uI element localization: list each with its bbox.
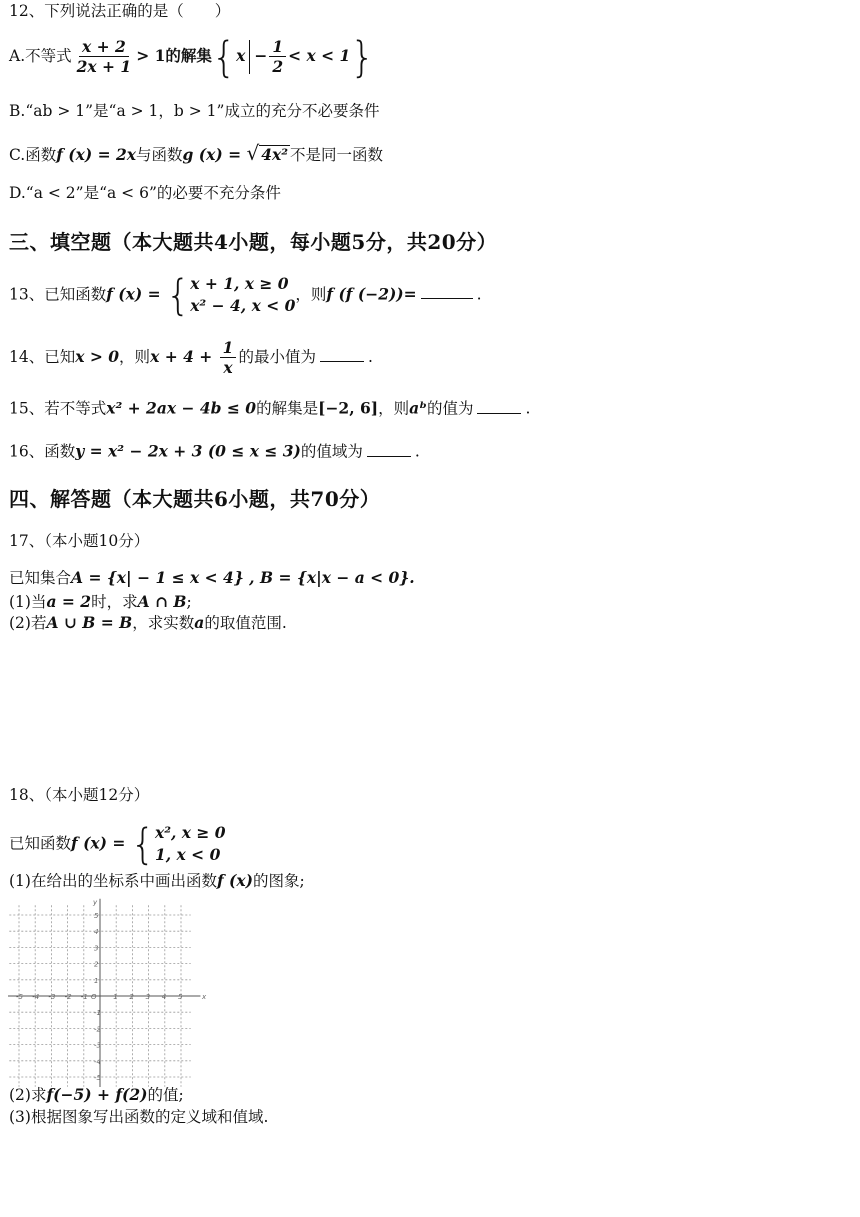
section-heading-solutions: 四、解答题（本大题共6小题，共70分） bbox=[9, 487, 381, 511]
q12-option-d: D.“a < 2”是“a < 6”的必要不充分条件 bbox=[9, 184, 281, 202]
q16: 16、函数y = x² − 2x + 3 (0 ≤ x ≤ 3)的值域为 . bbox=[9, 441, 420, 461]
answer-blank bbox=[367, 440, 411, 457]
q18-line1: 已知函数f (x) = { x², x ≥ 0 1, x < 0 bbox=[9, 820, 226, 869]
y-tick-label: -3 bbox=[94, 1041, 101, 1050]
q15: 15、若不等式x² + 2ax − 4b ≤ 0的解集是[−2, 6]，则aᵇ的值为 . bbox=[9, 398, 531, 418]
q12-option-b: B.“ab > 1”是“a > 1，b > 1”成立的充分不必要条件 bbox=[9, 102, 380, 120]
x-tick-label: -4 bbox=[32, 993, 40, 1001]
q13: 13、已知函数f (x) = { x + 1, x ≥ 0 x² − 4, x < 0 ，则f (f (−2))= . bbox=[9, 271, 482, 320]
section-heading-fill-blank: 三、填空题（本大题共4小题，每小题5分，共20分） bbox=[9, 230, 498, 254]
y-tick-label: -1 bbox=[94, 1009, 101, 1018]
x-tick-label: 3 bbox=[145, 993, 151, 1001]
q18-head: 18、（本小题12分） bbox=[9, 786, 150, 804]
q18-line3: (2)求f(−5) + f(2)的值; bbox=[9, 1085, 184, 1104]
x-tick-label: 5 bbox=[178, 993, 183, 1001]
q17-head: 17、（本小题10分） bbox=[9, 532, 150, 550]
coordinate-grid bbox=[8, 897, 208, 1087]
x-tick-label: -3 bbox=[48, 993, 56, 1001]
x-tick-label: -1 bbox=[80, 993, 88, 1001]
x-axis-label: x bbox=[202, 993, 207, 1001]
q12-stem: 12、下列说法正确的是（ ） bbox=[9, 2, 231, 20]
y-tick-label: -2 bbox=[94, 1025, 101, 1034]
fraction: $\frac{x + 2}{2x + 1}$ bbox=[76, 37, 132, 77]
y-axis-label: y bbox=[93, 898, 98, 907]
x-tick-label: 2 bbox=[129, 993, 134, 1001]
answer-blank bbox=[421, 283, 473, 300]
y-tick-label: -4 bbox=[94, 1057, 101, 1066]
q17-line3: (2)若A ∪ B = B，求实数a的取值范围. bbox=[9, 613, 287, 632]
y-tick-label: 1 bbox=[94, 976, 99, 985]
x-tick-label: 1 bbox=[113, 993, 118, 1001]
y-tick-label: 2 bbox=[94, 960, 99, 969]
x-tick-label: -2 bbox=[64, 993, 72, 1001]
answer-blank bbox=[477, 397, 521, 414]
y-tick-label: 3 bbox=[94, 944, 99, 953]
q12-option-a: A.不等式 $\frac{x + 2}{2x + 1}$ > 1的解集{x − $\frac{1}{2}$ < x < 1} bbox=[9, 32, 375, 82]
x-tick-label: 4 bbox=[161, 993, 167, 1001]
origin-label: O bbox=[91, 993, 97, 1001]
q18-line4: (3)根据图象写出函数的定义域和值域. bbox=[9, 1108, 269, 1126]
y-tick-label: 4 bbox=[94, 928, 99, 937]
y-tick-label: 5 bbox=[94, 912, 99, 920]
q17-line2: (1)当a = 2时，求A ∩ B; bbox=[9, 592, 192, 611]
q17-line1: 已知集合A = {x| − 1 ≤ x < 4} , B = {x|x − a < 0}. bbox=[9, 568, 415, 587]
x-tick-label: -5 bbox=[16, 993, 23, 1001]
y-tick-label: -5 bbox=[94, 1074, 101, 1082]
q12-option-c: C.函数f (x) = 2x与函数g (x) = √ 4x² 不是同一函数 bbox=[9, 141, 384, 165]
q14: 14、已知x > 0，则x + 4 + $\frac{1}{x}$ 的最小值为 . bbox=[9, 338, 373, 378]
q18-line2: (1)在给出的坐标系中画出函数f (x)的图象; bbox=[9, 871, 305, 890]
answer-blank bbox=[320, 345, 364, 362]
